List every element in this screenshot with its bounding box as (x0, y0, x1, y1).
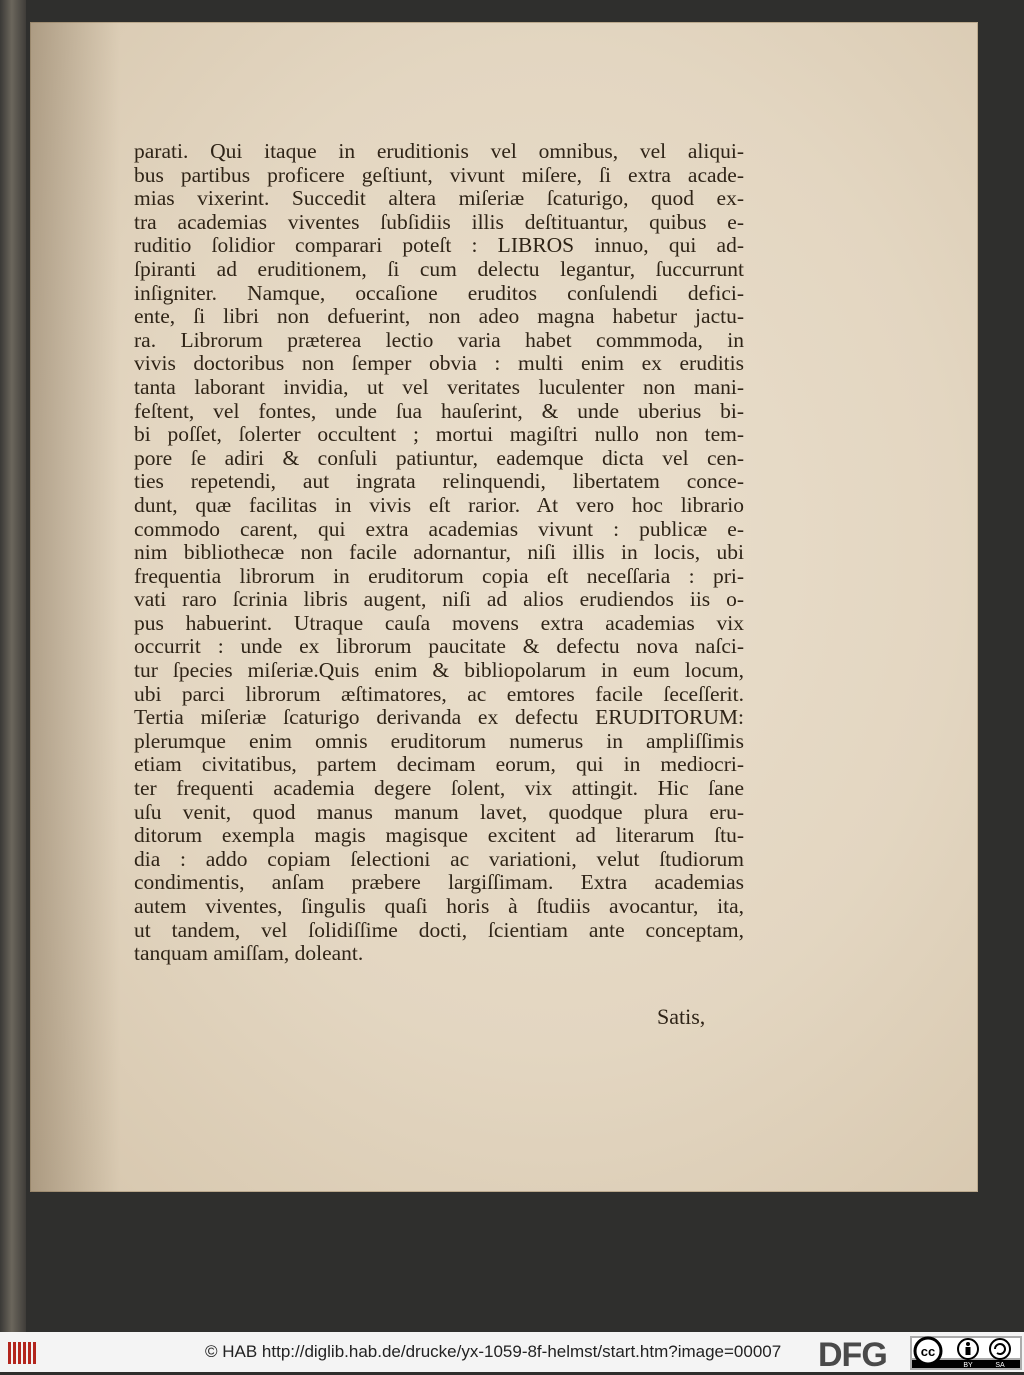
text-line: feſtent, vel fontes, unde ſua hauſerint, & unde uberius bi- (134, 398, 744, 423)
text-line: bus partibus proficere geſtiunt, vivunt miſere, ſi extra acade- (134, 162, 744, 187)
dfg-logo: DFG (818, 1336, 887, 1374)
text-line: inſigniter. Namque, occaſione eruditos conſulendi defici- (134, 280, 744, 305)
spine-shadow (30, 22, 120, 1192)
text-line: bi poſſet, ſolerter occultent ; mortui magiſtri nullo non tem- (134, 422, 744, 447)
text-line: ubi parci librorum æſtimatores, ac emtores facile ſeceſſerit. (134, 681, 744, 706)
text-line: ſpiranti ad eruditionem, ſi cum delectu legantur, ſuccurrunt (134, 256, 744, 281)
text-line: ra. Librorum præterea lectio varia habet commmoda, in (134, 327, 744, 352)
text-line: tanta laborant invidia, ut vel veritates luculenter non mani- (134, 374, 744, 399)
text-line: ter frequenti academia degere ſolent, vix attingit. Hic ſane (134, 776, 744, 801)
text-line: tur ſpecies miſeriæ.Quis enim & bibliopolarum in eum locum, (134, 658, 744, 683)
text-line: ente, ſi libri non defuerint, non adeo magna habetur jactu- (134, 304, 744, 329)
text-line: occurrit : unde ex librorum paucitate & defectu nova naſci- (134, 634, 744, 659)
text-line: etiam civitatibus, partem decimam eorum, qui in mediocri- (134, 752, 744, 777)
svg-text:cc: cc (920, 1344, 936, 1359)
svg-text:SA: SA (995, 1362, 1005, 1369)
text-line: condimentis, anſam præbere largiſſimam. Extra academias (134, 870, 744, 895)
text-line: uſu venit, quod manus manum lavet, quodque plura eru- (134, 799, 744, 824)
cc-by-sa-license-icon (910, 1336, 1022, 1370)
viewer-footer (0, 1332, 1024, 1372)
text-line: ties repetendi, aut ingrata relinquendi, libertatem conce- (134, 469, 744, 494)
left-page-edge (0, 0, 26, 1332)
text-line: commodo carent, qui extra academias vivunt : publicæ e- (134, 516, 744, 541)
text-line: vati raro ſcrinia libris augent, niſi ad alios erudiendos iis o- (134, 587, 744, 612)
text-line: ut tandem, vel ſolidiſſime docti, ſcientiam ante conceptam, (134, 917, 744, 942)
text-line: pore ſe adiri & conſuli patiuntur, eademque dicta vel cen- (134, 445, 744, 470)
text-line: plerumque enim omnis eruditorum numerus in ampliſſimis (134, 728, 744, 753)
svg-text:BY: BY (963, 1362, 973, 1369)
text-line: nim bibliothecæ non facile adornantur, niſi illis in locis, ubi (134, 540, 744, 565)
text-line: mias vixerint. Succedit altera miſeriæ ſcaturigo, quod ex- (134, 186, 744, 211)
text-line: autem viventes, ſingulis quaſi horis à ſtudiis avocantur, ita, (134, 894, 744, 918)
text-line: parati. Qui itaque in eruditionis vel omnibus, vel aliqui- (134, 139, 744, 163)
text-line: pus habuerint. Utraque cauſa movens extra academias vix (134, 610, 744, 635)
source-link[interactable]: © HAB http://diglib.hab.de/drucke/yx-1059-8f-helmst/start.htm?image=00007 (205, 1342, 782, 1361)
text-line: ruditio ſolidior comparari poteſt : LIBROS innuo, qui ad- (134, 233, 744, 258)
hab-logo-icon (8, 1342, 42, 1364)
text-line: frequentia librorum in eruditorum copia eſt neceſſaria : pri- (134, 563, 744, 588)
text-line: ditorum exempla magis magisque excitent ad literarum ſtu- (134, 823, 744, 848)
page-text (134, 140, 744, 966)
text-line: tanquam amiſſam, doleant. (134, 941, 364, 966)
catchword: Satis, (657, 1004, 706, 1029)
text-line: tra academias viventes ſubſidiis illis deſtituantur, quibus e- (134, 209, 744, 234)
text-line: dunt, quæ facilitas in vivis eſt rarior. At vero hoc librario (134, 492, 744, 517)
text-line: dia : addo copiam ſelectioni ac variationi, velut ſtudiorum (134, 846, 744, 871)
text-line: vivis doctoribus non ſemper obvia : multi enim ex eruditis (134, 351, 744, 376)
text-line: Tertia miſeriæ ſcaturigo derivanda ex defectu ERUDITORUM: (134, 705, 744, 730)
